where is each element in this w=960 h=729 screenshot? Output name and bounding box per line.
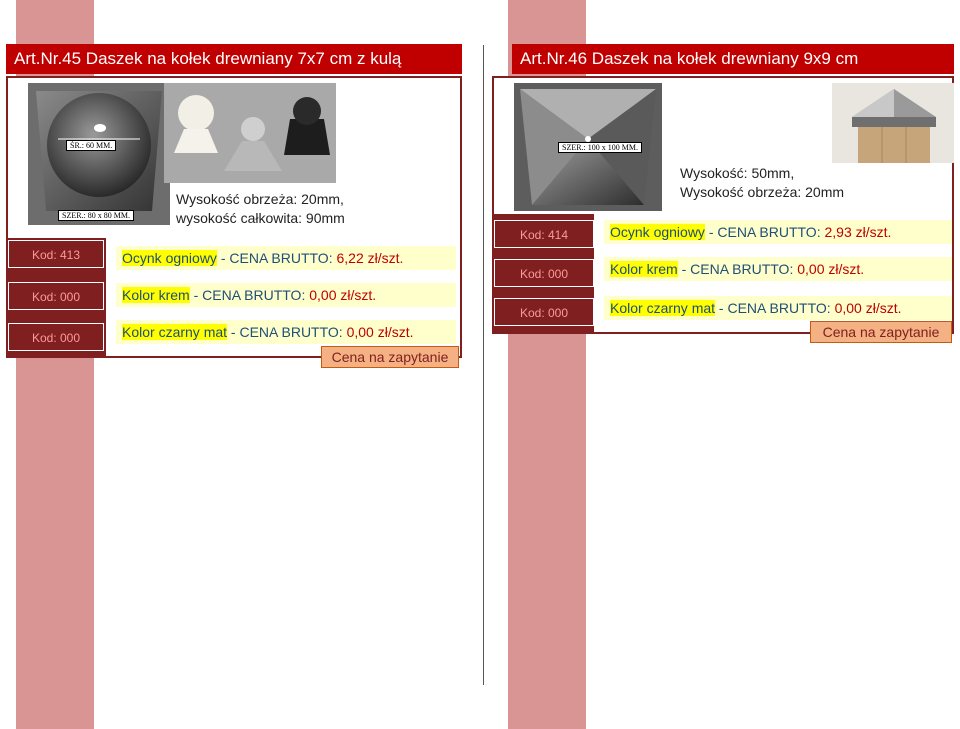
left-spec-line1: Wysokość obrzeża: 20mm, xyxy=(176,191,344,207)
right-title-prefix: Art.Nr. xyxy=(520,49,569,68)
left-price-row-2 xyxy=(116,283,456,307)
left-price-3-value: 0,00 zł/szt. xyxy=(346,324,414,340)
left-product-title xyxy=(6,44,462,74)
cap-variants-photo xyxy=(164,83,336,183)
right-title-text: 46 Daszek na kołek drewniany 9x9 cm xyxy=(568,49,859,68)
left-photo-variants xyxy=(164,83,336,183)
left-photo-main xyxy=(28,83,170,225)
right-price-2-name: Kolor krem xyxy=(610,261,678,277)
right-price-1-sep: - CENA BRUTTO: xyxy=(704,224,825,240)
left-dim-bottom: SZER.: 80 x 80 MM. xyxy=(58,210,134,221)
right-price-3-value: 0,00 zł/szt. xyxy=(834,300,902,316)
left-product-panel xyxy=(6,76,462,365)
left-price-1-sep: - CENA BRUTTO: xyxy=(216,250,337,266)
right-photo-post xyxy=(832,83,954,163)
right-price-2-sep: - CENA BRUTTO: xyxy=(677,261,798,277)
left-quote-badge: Cena na zapytanie xyxy=(321,346,459,368)
right-kod-3: Kod: 000 xyxy=(494,298,594,326)
cap-on-post-photo xyxy=(832,83,954,163)
left-price-1-value: 6,22 zł/szt. xyxy=(336,250,404,266)
right-dim-bottom: SZER.: 100 x 100 MM. xyxy=(558,142,642,153)
cap-with-ball-photo xyxy=(28,83,170,225)
left-kod-2: Kod: 000 xyxy=(8,282,104,310)
right-price-3-name: Kolor czarny mat xyxy=(610,300,716,316)
right-price-1-value: 2,93 zł/szt. xyxy=(824,224,892,240)
left-price-3-name: Kolor czarny mat xyxy=(122,324,228,340)
left-price-2-value: 0,00 zł/szt. xyxy=(309,287,377,303)
left-spec xyxy=(176,190,345,228)
right-spec-line2: Wysokość obrzeża: 20mm xyxy=(680,184,845,200)
right-price-3-sep: - CENA BRUTTO: xyxy=(715,300,835,316)
left-spec-line2: wysokość całkowita: 90mm xyxy=(176,210,345,226)
left-price-1-name: Ocynk ogniowy xyxy=(122,250,217,266)
left-price-2-sep: - CENA BRUTTO: xyxy=(189,287,310,303)
left-title-text: 45 Daszek na kołek drewniany 7x7 cm z kulą xyxy=(62,49,402,68)
right-price-1-name: Ocynk ogniowy xyxy=(610,224,705,240)
left-kod-3: Kod: 000 xyxy=(8,323,104,351)
left-title-prefix: Art.Nr. xyxy=(14,49,63,68)
left-price-row-1 xyxy=(116,246,456,270)
right-product-title xyxy=(512,44,954,74)
right-spec xyxy=(680,164,844,202)
right-spec-line1: Wysokość: 50mm, xyxy=(680,165,795,181)
left-price-row-3 xyxy=(116,320,456,344)
right-kod-1: Kod: 414 xyxy=(494,220,594,248)
left-kod-column xyxy=(8,238,106,356)
left-price-2-name: Kolor krem xyxy=(122,287,190,303)
left-kod-1: Kod: 413 xyxy=(8,240,104,268)
left-dim-top: ŚR.: 60 MM. xyxy=(66,140,116,151)
center-divider xyxy=(483,45,484,685)
right-price-row-1 xyxy=(604,220,952,244)
right-product-panel xyxy=(492,76,954,340)
right-quote-badge: Cena na zapytanie xyxy=(810,321,952,343)
right-kod-2: Kod: 000 xyxy=(494,259,594,287)
right-price-2-value: 0,00 zł/szt. xyxy=(797,261,865,277)
left-price-3-sep: - CENA BRUTTO: xyxy=(227,324,347,340)
right-price-row-2 xyxy=(604,257,952,281)
right-price-row-3 xyxy=(604,296,952,320)
right-kod-column xyxy=(494,214,594,332)
